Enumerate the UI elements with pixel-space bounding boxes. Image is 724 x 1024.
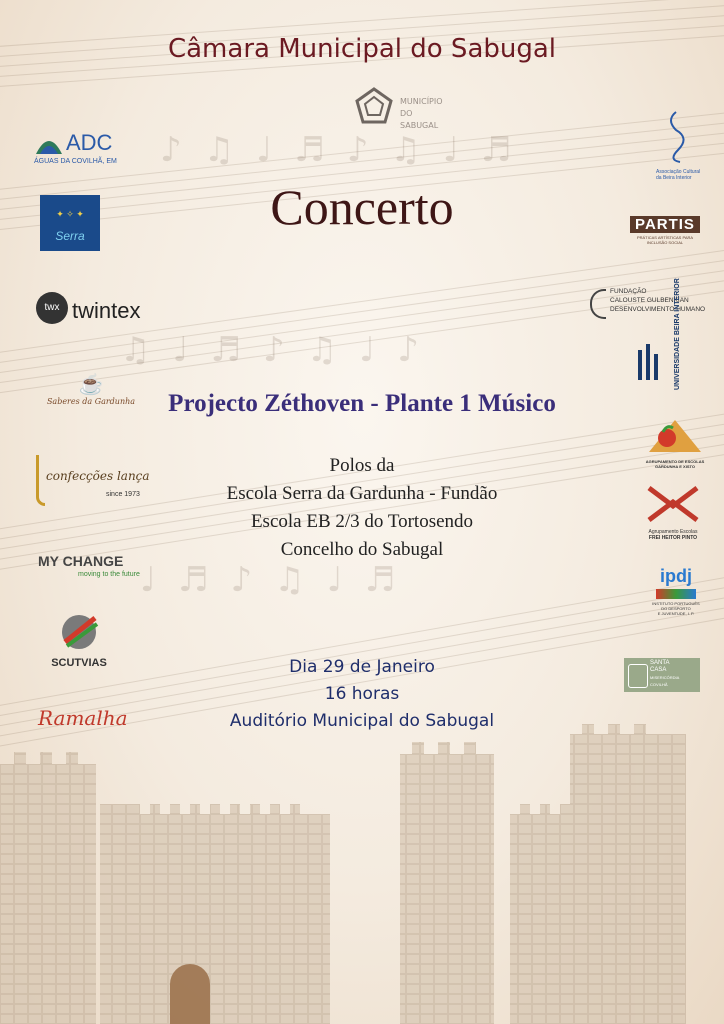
municipality-logo [354, 86, 464, 134]
partis-logo [630, 216, 700, 258]
confeccoes-logo [36, 455, 150, 507]
gardunha-emblem-icon [645, 416, 705, 454]
serra-name: Serra [55, 229, 85, 243]
gulbenkian-line: FUNDAÇÃO [610, 288, 647, 295]
santa-casa-line: COVILHÃ [650, 682, 668, 687]
event-time: 16 horas [324, 684, 400, 704]
ipdj-line: DO DESPORTO [661, 606, 691, 611]
polos-line: Concelho do Sabugal [280, 539, 444, 560]
serra-logo: ✦ ✧ ✦ Serra [40, 195, 100, 251]
associacao-logo [656, 110, 706, 190]
municipality-line: SABUGAL [400, 121, 439, 130]
ramalha-name: Ramalha [38, 706, 128, 730]
ubi-name: UNIVERSIDADE BEIRA INTERIOR [674, 278, 681, 390]
confeccoes-name: confecções lança [46, 469, 150, 483]
twintex-logo [36, 292, 166, 328]
pentagon-logo-icon [354, 86, 394, 126]
twintex-name: twintex [72, 298, 141, 323]
gulbenkian-line: CALOUSTE GULBENKIAN [610, 297, 689, 304]
water-drop-icon [34, 132, 64, 156]
music-notes-decoration: ♩♬♪♫♩♬ [140, 560, 418, 600]
event-heading: Concerto [270, 179, 454, 235]
santa-casa-line: CASA [650, 667, 667, 673]
saberes-logo: ☕ Saberes da Gardunha [36, 372, 146, 422]
santa-casa-line: MISERICÓRDIA [650, 675, 680, 680]
partis-sub: PRÁTICAS ARTÍSTICAS PARA INCLUSÃO SOCIAL [636, 235, 694, 245]
mychange-name: MY CHANGE [38, 553, 124, 569]
frei-emblem-icon [645, 484, 701, 524]
music-notes-decoration: ♪♫♩♬♪♫♩♬ [160, 130, 534, 170]
santa-casa-line: SANTA [650, 660, 670, 666]
agrupamento-frei-logo [638, 484, 708, 544]
municipality-line: DO [400, 109, 413, 118]
twintex-badge: twx [36, 292, 68, 324]
associacao-name: Associação Cultural da Beira Interior [656, 169, 701, 181]
mychange-tagline: moving to the future [78, 571, 140, 578]
music-notes-decoration: ♫♩♬♪♫♩♪ [120, 330, 441, 370]
santa-casa-logo [624, 658, 700, 692]
frei-line: FREI HEITOR PINTO [648, 535, 698, 541]
agrupamento-gardunha-name: AGRUPAMENTO DE ESCOLAS GARDUNHA E XISTO [645, 459, 705, 469]
adc-name: ADC [66, 130, 113, 155]
polos-line: Escola Serra da Gardunha - Fundão [226, 483, 498, 504]
castle-illustration [0, 724, 724, 1024]
confeccoes-since: since 1973 [106, 491, 140, 498]
scutvias-emblem-icon [57, 612, 101, 652]
scutvias-name: SCUTVIAS [51, 657, 107, 669]
page-title: Câmara Municipal do Sabugal [167, 34, 557, 64]
event-venue: Auditório Municipal do Sabugal [229, 711, 495, 731]
scutvias-logo [44, 612, 114, 678]
polos-line: Polos da [329, 455, 395, 476]
partis-name: PARTIS [630, 216, 700, 233]
saberes-name: Saberes da Gardunha [46, 397, 136, 406]
ramalha-logo [38, 706, 138, 740]
violin-outline-icon [656, 110, 696, 164]
municipality-line: MUNICÍPIO [400, 97, 443, 106]
ipdj-logo [648, 566, 704, 630]
mychange-logo [38, 553, 142, 583]
ipdj-line: E JUVENTUDE, I. P. [657, 611, 695, 616]
polos-line: Escola EB 2/3 do Tortosendo [250, 511, 474, 532]
ipdj-name: ipdj [660, 566, 692, 586]
ipdj-line: INSTITUTO PORTUGUÊS [652, 601, 700, 606]
adc-sub: ÁGUAS DA COVILHÃ, EM [34, 158, 117, 165]
frei-line: Agrupamento Escolas [648, 529, 698, 535]
agrupamento-gardunha-logo [638, 416, 712, 472]
project-name: Projecto Zéthoven - Plante 1 Músico [168, 390, 556, 417]
event-date: Dia 29 de Janeiro [289, 657, 435, 677]
gulbenkian-line: DESENVOLVIMENTO HUMANO [610, 306, 706, 313]
gulbenkian-logo [590, 287, 710, 321]
